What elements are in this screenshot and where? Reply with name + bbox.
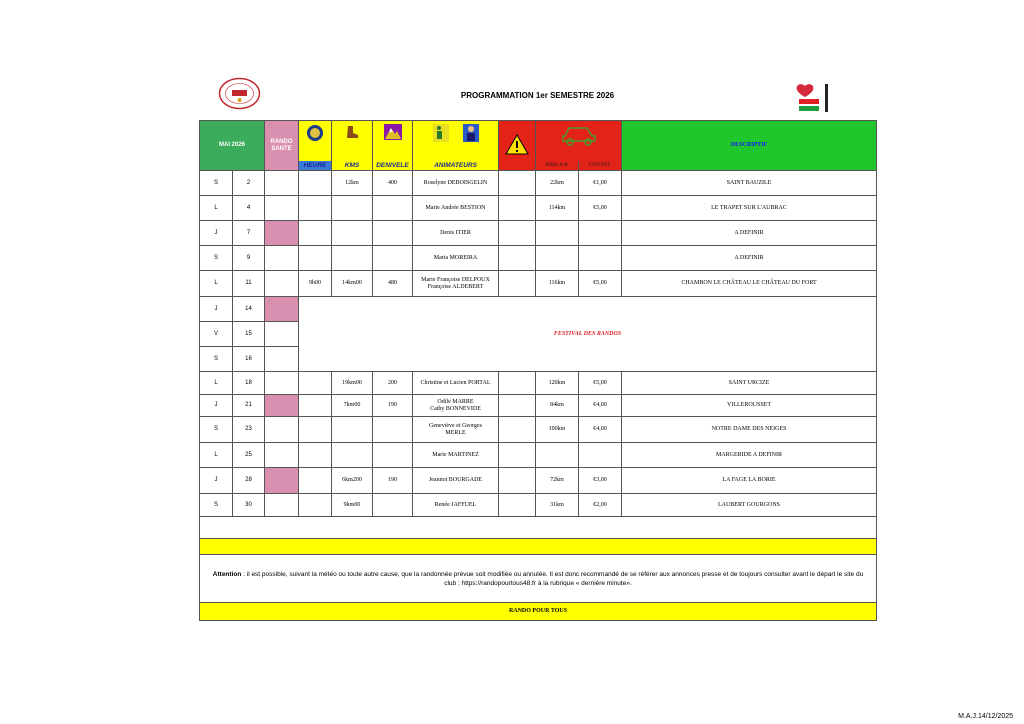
covoit-cell: €5,00 xyxy=(579,271,622,297)
covoit-cell: €1,00 xyxy=(579,171,622,196)
warning-cell xyxy=(499,494,536,517)
animateurs-cell xyxy=(413,443,499,468)
day-cell: L xyxy=(200,196,233,221)
warning-cell xyxy=(499,372,536,395)
day-cell: S xyxy=(200,246,233,271)
animateur-name: Geneviève et Georges xyxy=(429,422,482,429)
descriptif-cell: SAINT URCIZE xyxy=(622,372,877,395)
kms-cell xyxy=(332,221,373,246)
animateur-name: Roselyne DEBOISGELIN xyxy=(423,179,488,186)
descriptif-header: DESCRIPTIF xyxy=(622,121,877,171)
day-cell: V xyxy=(200,322,233,347)
denivele-cell: 200 xyxy=(373,372,413,395)
car-icon xyxy=(561,124,597,146)
club-logo xyxy=(217,76,262,111)
animateurs-cell xyxy=(413,171,499,196)
date-cell: 30 xyxy=(233,494,265,517)
boot-icon xyxy=(344,124,360,140)
kms-cell: 12km xyxy=(332,171,373,196)
animateur-name: Marie MARTINEZ xyxy=(432,451,479,458)
date-cell: 28 xyxy=(233,468,265,494)
hiker-badge-icon xyxy=(306,124,324,142)
program-table xyxy=(199,120,877,621)
hikers-group-icon xyxy=(433,124,449,142)
day-cell: S xyxy=(200,171,233,196)
animateurs-cell xyxy=(413,246,499,271)
rando-sante-cell xyxy=(265,494,299,517)
animateur-name: Cathy BONNEVIDE xyxy=(430,405,481,412)
kms-cell xyxy=(332,196,373,221)
covoit-cell: €4,00 xyxy=(579,417,622,443)
denivele-cell xyxy=(373,196,413,221)
day-cell: L xyxy=(200,443,233,468)
warning-cell xyxy=(499,468,536,494)
animateur-name: Christine et Lucien PORTAL xyxy=(420,379,491,386)
day-cell: L xyxy=(200,372,233,395)
date-cell: 9 xyxy=(233,246,265,271)
kms-cell xyxy=(332,246,373,271)
date-cell: 18 xyxy=(233,372,265,395)
date-cell: 11 xyxy=(233,271,265,297)
descriptif-cell: LE TRAPET SUR L'AUBRAC xyxy=(622,196,877,221)
kms-ar-cell: 100km xyxy=(536,417,579,443)
table-row xyxy=(200,494,877,517)
kms-ar-cell xyxy=(536,221,579,246)
descriptif-cell: A DEFINIR xyxy=(622,246,877,271)
heure-cell xyxy=(299,372,332,395)
rando-sante-cell xyxy=(265,417,299,443)
kms-header: KMS xyxy=(332,121,373,171)
descriptif-cell: LA FAGE LA BORIE xyxy=(622,468,877,494)
covoit-cell xyxy=(579,221,622,246)
denivele-cell xyxy=(373,417,413,443)
animateur-name: Odile MARRE xyxy=(437,398,474,405)
warning-cell xyxy=(499,395,536,417)
descriptif-cell: A DEFINIR xyxy=(622,221,877,246)
table-row xyxy=(200,443,877,468)
denivele-header: DENIVELE xyxy=(373,121,413,171)
warning-triangle-icon xyxy=(505,133,529,155)
kms-cell: 19km00 xyxy=(332,372,373,395)
animator-person-icon xyxy=(463,124,479,142)
table-row xyxy=(200,246,877,271)
table-row xyxy=(200,221,877,246)
rando-sante-cell xyxy=(265,221,299,246)
rando-sante-cell xyxy=(265,395,299,417)
warning-cell xyxy=(499,443,536,468)
descriptif-cell: SAINT BAUZILE xyxy=(622,171,877,196)
covoit-cell: €3,00 xyxy=(579,468,622,494)
date-cell: 25 xyxy=(233,443,265,468)
animateur-name: Marie Andrée BESTION xyxy=(425,204,486,211)
denivele-cell xyxy=(373,246,413,271)
denivele-cell: 190 xyxy=(373,468,413,494)
rando-sante-cell xyxy=(265,443,299,468)
car-header: KMS A/R COVOIT. xyxy=(536,121,622,171)
animateur-name: Maria MOREIRA xyxy=(433,254,478,261)
descriptif-cell: NOTRE DAME DES NEIGES xyxy=(622,417,877,443)
day-cell: J xyxy=(200,221,233,246)
date-cell: 4 xyxy=(233,196,265,221)
rando-sante-cell xyxy=(265,347,299,372)
month-header: MAI 2026 xyxy=(200,121,265,171)
warning-header xyxy=(499,121,536,171)
heure-cell xyxy=(299,246,332,271)
animateurs-cell xyxy=(413,417,499,443)
table-row xyxy=(200,196,877,221)
attention-note: Attention : il est possible, suivant la météo ou toute autre cause, que la randonnée prévue soit modifiée ou annulée. Il est donc recommandé de se référer aux annonces presse et de toujours consulter avant le départ le site du club : https://randopourtous48.fr à la rubrique « dernière minute». xyxy=(200,555,877,603)
kms-ar-cell: 22km xyxy=(536,171,579,196)
day-cell: S xyxy=(200,347,233,372)
descriptif-cell: LAUBERT GOURGONS xyxy=(622,494,877,517)
denivele-cell xyxy=(373,443,413,468)
covoit-cell xyxy=(579,246,622,271)
kms-cell: 6km200 xyxy=(332,468,373,494)
animateur-name: Françoise ALDEBERT xyxy=(427,283,484,290)
warning-cell xyxy=(499,246,536,271)
denivele-cell xyxy=(373,221,413,246)
kms-ar-cell: 116km xyxy=(536,271,579,297)
warning-cell xyxy=(499,417,536,443)
descriptif-cell: MARGERIDE A DEFINIR xyxy=(622,443,877,468)
date-cell: 15 xyxy=(233,322,265,347)
attention-row xyxy=(200,555,877,603)
kms-ar-cell: 120km xyxy=(536,372,579,395)
table-row xyxy=(200,417,877,443)
kms-cell xyxy=(332,443,373,468)
heure-cell xyxy=(299,171,332,196)
heure-cell xyxy=(299,196,332,221)
day-cell: J xyxy=(200,395,233,417)
rando-sante-cell xyxy=(265,271,299,297)
warning-cell xyxy=(499,196,536,221)
table-row xyxy=(200,271,877,297)
descriptif-cell: CHAMBON LE CHÂTEAU LE CHÂTEAU DU FORT xyxy=(622,271,877,297)
kms-ar-cell xyxy=(536,443,579,468)
heure-header: HEURE xyxy=(299,121,332,171)
warning-cell xyxy=(499,271,536,297)
kms-ar-cell: 84km xyxy=(536,395,579,417)
kms-cell xyxy=(332,417,373,443)
rando-sante-cell xyxy=(265,372,299,395)
kms-ar-cell: 31km xyxy=(536,494,579,517)
animateur-name: Denis ITIER xyxy=(440,229,471,236)
animateur-name: Marie Françoise DELPOUX xyxy=(421,276,490,283)
kms-cell: 7km00 xyxy=(332,395,373,417)
denivele-cell: 190 xyxy=(373,395,413,417)
denivele-cell: 400 xyxy=(373,171,413,196)
rando-sante-logo xyxy=(795,80,831,116)
day-cell: J xyxy=(200,468,233,494)
rando-sante-cell xyxy=(265,171,299,196)
heure-cell xyxy=(299,417,332,443)
date-cell: 23 xyxy=(233,417,265,443)
descriptif-cell: VILLEROUSSET xyxy=(622,395,877,417)
animateur-name: MERLE xyxy=(445,429,466,436)
covoit-cell: €2,00 xyxy=(579,494,622,517)
table-row xyxy=(200,372,877,395)
animateurs-cell xyxy=(413,494,499,517)
animateurs-cell xyxy=(413,468,499,494)
day-cell: L xyxy=(200,271,233,297)
update-date: M.A.J.14/12/2025 xyxy=(958,713,1013,720)
denivele-cell xyxy=(373,494,413,517)
kms-cell: 9km00 xyxy=(332,494,373,517)
rando-sante-header: RANDO SANTE xyxy=(265,121,299,171)
table-row xyxy=(200,297,877,322)
date-cell: 14 xyxy=(233,297,265,322)
animateurs-cell xyxy=(413,196,499,221)
heure-cell xyxy=(299,395,332,417)
day-cell: J xyxy=(200,297,233,322)
date-cell: 2 xyxy=(233,171,265,196)
animateurs-cell xyxy=(413,372,499,395)
date-cell: 21 xyxy=(233,395,265,417)
animateurs-cell xyxy=(413,271,499,297)
rando-sante-cell xyxy=(265,468,299,494)
footer-row xyxy=(200,603,877,621)
table-row xyxy=(200,171,877,196)
yellow-separator xyxy=(200,539,877,555)
heure-cell xyxy=(299,494,332,517)
rando-sante-cell xyxy=(265,246,299,271)
covoit-cell: €5,00 xyxy=(579,372,622,395)
warning-cell xyxy=(499,171,536,196)
rando-sante-cell xyxy=(265,196,299,221)
footer-label: RANDO POUR TOUS xyxy=(200,603,877,621)
kms-ar-cell xyxy=(536,246,579,271)
day-cell: S xyxy=(200,494,233,517)
denivele-cell: 480 xyxy=(373,271,413,297)
warning-cell xyxy=(499,221,536,246)
header-row xyxy=(200,121,877,171)
heure-cell: 9h00 xyxy=(299,271,332,297)
heure-cell xyxy=(299,221,332,246)
animateurs-cell xyxy=(413,221,499,246)
table-row xyxy=(200,468,877,494)
animateur-name: Renée JAFFUEL xyxy=(434,501,477,508)
covoit-cell: €4,00 xyxy=(579,395,622,417)
blank-row xyxy=(200,517,877,539)
festival-banner: FESTIVAL DES RANDOS xyxy=(299,297,877,372)
kms-ar-cell: 114km xyxy=(536,196,579,221)
kms-cell: 14km00 xyxy=(332,271,373,297)
heure-cell xyxy=(299,468,332,494)
covoit-cell: €5,00 xyxy=(579,196,622,221)
page-title: PROGRAMMATION 1er SEMESTRE 2026 xyxy=(460,91,615,100)
kms-ar-cell: 72km xyxy=(536,468,579,494)
animateur-name: Jeannot BOURGADE xyxy=(428,477,483,483)
rando-sante-cell xyxy=(265,297,299,322)
table-row xyxy=(200,395,877,417)
date-cell: 16 xyxy=(233,347,265,372)
animateurs-cell xyxy=(413,395,499,417)
animateurs-header: ANIMATEURS xyxy=(413,121,499,171)
day-cell: S xyxy=(200,417,233,443)
rando-sante-cell xyxy=(265,322,299,347)
covoit-cell xyxy=(579,443,622,468)
mountain-elevation-icon xyxy=(384,124,402,140)
heure-cell xyxy=(299,443,332,468)
date-cell: 7 xyxy=(233,221,265,246)
